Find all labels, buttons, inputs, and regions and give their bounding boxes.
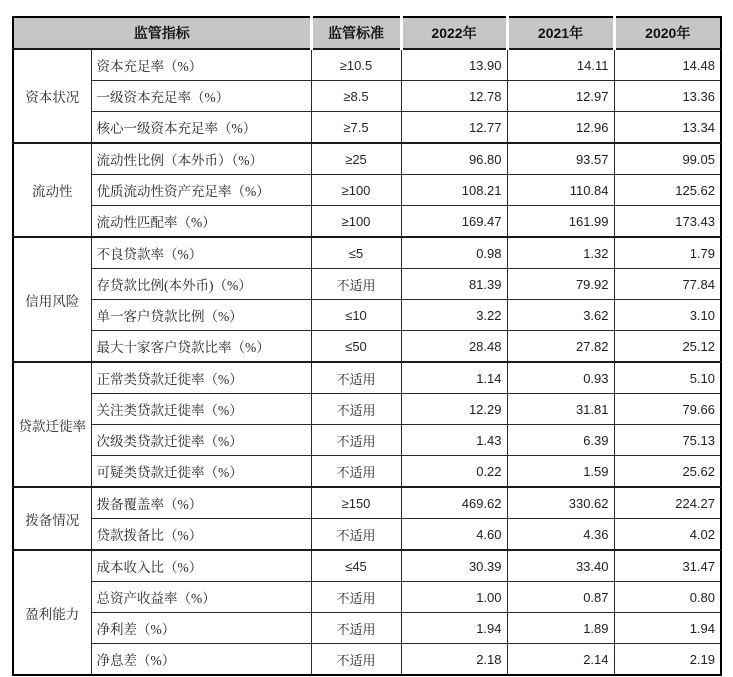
value-2020-cell: 1.94 — [614, 613, 721, 644]
value-2020-cell: 2.19 — [614, 644, 721, 676]
value-2022-cell: 96.80 — [401, 143, 507, 175]
indicator-cell: 贷款拨备比（%） — [91, 519, 311, 551]
indicator-cell: 存贷款比例(本外币)（%） — [91, 269, 311, 300]
value-2021-cell: 4.36 — [507, 519, 614, 551]
value-2020-cell: 25.62 — [614, 456, 721, 488]
value-2020-cell: 4.02 — [614, 519, 721, 551]
header-year-2021: 2021年 — [507, 17, 614, 49]
indicator-group — [13, 143, 721, 237]
value-2020-cell: 5.10 — [614, 362, 721, 394]
indicator-cell: 正常类贷款迁徙率（%） — [91, 362, 311, 394]
value-2020-cell: 0.80 — [614, 582, 721, 613]
indicator-group — [13, 487, 721, 550]
indicator-cell: 一级资本充足率（%） — [91, 81, 311, 112]
table-row — [13, 456, 721, 488]
value-2021-cell: 31.81 — [507, 394, 614, 425]
table-row — [13, 175, 721, 206]
table-row — [13, 112, 721, 144]
value-2020-cell: 3.10 — [614, 300, 721, 331]
standard-cell: 不适用 — [311, 425, 401, 456]
value-2021-cell: 79.92 — [507, 269, 614, 300]
indicator-cell: 优质流动性资产充足率（%） — [91, 175, 311, 206]
standard-cell: 不适用 — [311, 644, 401, 676]
table-row — [13, 81, 721, 112]
value-2022-cell: 0.22 — [401, 456, 507, 488]
standard-cell: 不适用 — [311, 519, 401, 551]
indicator-cell: 流动性匹配率（%） — [91, 206, 311, 238]
standard-cell: ≥150 — [311, 487, 401, 519]
value-2020-cell: 13.36 — [614, 81, 721, 112]
value-2021-cell: 1.89 — [507, 613, 614, 644]
category-cell: 盈利能力 — [13, 550, 91, 675]
value-2020-cell: 224.27 — [614, 487, 721, 519]
value-2020-cell: 31.47 — [614, 550, 721, 582]
value-2020-cell: 77.84 — [614, 269, 721, 300]
standard-cell: 不适用 — [311, 582, 401, 613]
table-row — [13, 394, 721, 425]
value-2022-cell: 3.22 — [401, 300, 507, 331]
value-2022-cell: 1.14 — [401, 362, 507, 394]
indicator-group — [13, 49, 721, 143]
indicator-group — [13, 237, 721, 362]
standard-cell: 不适用 — [311, 269, 401, 300]
table-row — [13, 582, 721, 613]
table-row — [13, 237, 721, 269]
table-row — [13, 425, 721, 456]
value-2022-cell: 0.98 — [401, 237, 507, 269]
standard-cell: ≥8.5 — [311, 81, 401, 112]
indicator-cell: 净利差（%） — [91, 613, 311, 644]
value-2022-cell: 30.39 — [401, 550, 507, 582]
value-2022-cell: 12.78 — [401, 81, 507, 112]
standard-cell: ≤5 — [311, 237, 401, 269]
value-2020-cell: 14.48 — [614, 49, 721, 81]
value-2020-cell: 13.34 — [614, 112, 721, 144]
category-cell: 信用风险 — [13, 237, 91, 362]
value-2022-cell: 81.39 — [401, 269, 507, 300]
value-2021-cell: 0.93 — [507, 362, 614, 394]
standard-cell: 不适用 — [311, 456, 401, 488]
value-2020-cell: 25.12 — [614, 331, 721, 363]
indicator-cell: 不良贷款率（%） — [91, 237, 311, 269]
value-2021-cell: 6.39 — [507, 425, 614, 456]
category-cell: 贷款迁徙率 — [13, 362, 91, 487]
table-row — [13, 49, 721, 81]
value-2021-cell: 14.11 — [507, 49, 614, 81]
value-2022-cell: 2.18 — [401, 644, 507, 676]
table-row — [13, 206, 721, 238]
value-2022-cell: 469.62 — [401, 487, 507, 519]
indicator-cell: 次级类贷款迁徙率（%） — [91, 425, 311, 456]
standard-cell: 不适用 — [311, 394, 401, 425]
value-2021-cell: 3.62 — [507, 300, 614, 331]
standard-cell: ≥7.5 — [311, 112, 401, 144]
header-year-2022: 2022年 — [401, 17, 507, 49]
value-2021-cell: 12.97 — [507, 81, 614, 112]
standard-cell: ≤45 — [311, 550, 401, 582]
indicator-cell: 成本收入比（%） — [91, 550, 311, 582]
header-indicator: 监管指标 — [13, 17, 311, 49]
standard-cell: 不适用 — [311, 613, 401, 644]
category-cell: 拨备情况 — [13, 487, 91, 550]
standard-cell: ≤10 — [311, 300, 401, 331]
value-2021-cell: 330.62 — [507, 487, 614, 519]
standard-cell: ≥100 — [311, 175, 401, 206]
regulatory-indicators-table — [12, 16, 722, 676]
indicator-cell: 单一客户贷款比例（%） — [91, 300, 311, 331]
table-row — [13, 143, 721, 175]
indicator-cell: 核心一级资本充足率（%） — [91, 112, 311, 144]
value-2021-cell: 0.87 — [507, 582, 614, 613]
table-row — [13, 550, 721, 582]
indicator-cell: 拨备覆盖率（%） — [91, 487, 311, 519]
indicator-cell: 可疑类贷款迁徙率（%） — [91, 456, 311, 488]
value-2022-cell: 1.00 — [401, 582, 507, 613]
value-2022-cell: 12.29 — [401, 394, 507, 425]
value-2020-cell: 99.05 — [614, 143, 721, 175]
indicator-cell: 资本充足率（%） — [91, 49, 311, 81]
indicator-cell: 关注类贷款迁徙率（%） — [91, 394, 311, 425]
standard-cell: ≥10.5 — [311, 49, 401, 81]
value-2022-cell: 13.90 — [401, 49, 507, 81]
value-2021-cell: 33.40 — [507, 550, 614, 582]
value-2021-cell: 12.96 — [507, 112, 614, 144]
value-2021-cell: 161.99 — [507, 206, 614, 238]
value-2020-cell: 125.62 — [614, 175, 721, 206]
indicator-cell: 流动性比例（本外币）（%） — [91, 143, 311, 175]
standard-cell: ≥100 — [311, 206, 401, 238]
header-year-2020: 2020年 — [614, 17, 721, 49]
table-row — [13, 613, 721, 644]
table-row — [13, 331, 721, 363]
value-2021-cell: 1.59 — [507, 456, 614, 488]
indicator-group — [13, 550, 721, 675]
value-2020-cell: 173.43 — [614, 206, 721, 238]
indicator-cell: 总资产收益率（%） — [91, 582, 311, 613]
table-row — [13, 362, 721, 394]
table-header-row — [13, 17, 721, 49]
value-2022-cell: 4.60 — [401, 519, 507, 551]
value-2022-cell: 108.21 — [401, 175, 507, 206]
category-cell: 流动性 — [13, 143, 91, 237]
value-2021-cell: 2.14 — [507, 644, 614, 676]
table-row — [13, 300, 721, 331]
table-row — [13, 519, 721, 551]
value-2022-cell: 1.43 — [401, 425, 507, 456]
value-2022-cell: 28.48 — [401, 331, 507, 363]
indicator-cell: 净息差（%） — [91, 644, 311, 676]
value-2022-cell: 169.47 — [401, 206, 507, 238]
standard-cell: ≤50 — [311, 331, 401, 363]
value-2021-cell: 1.32 — [507, 237, 614, 269]
header-standard: 监管标准 — [311, 17, 401, 49]
indicator-cell: 最大十家客户贷款比率（%） — [91, 331, 311, 363]
indicator-group — [13, 362, 721, 487]
standard-cell: 不适用 — [311, 362, 401, 394]
value-2022-cell: 1.94 — [401, 613, 507, 644]
value-2021-cell: 110.84 — [507, 175, 614, 206]
standard-cell: ≥25 — [311, 143, 401, 175]
value-2021-cell: 93.57 — [507, 143, 614, 175]
value-2020-cell: 75.13 — [614, 425, 721, 456]
value-2021-cell: 27.82 — [507, 331, 614, 363]
value-2020-cell: 1.79 — [614, 237, 721, 269]
value-2020-cell: 79.66 — [614, 394, 721, 425]
category-cell: 资本状况 — [13, 49, 91, 143]
table-row — [13, 269, 721, 300]
table-row — [13, 644, 721, 676]
table-row — [13, 487, 721, 519]
value-2022-cell: 12.77 — [401, 112, 507, 144]
